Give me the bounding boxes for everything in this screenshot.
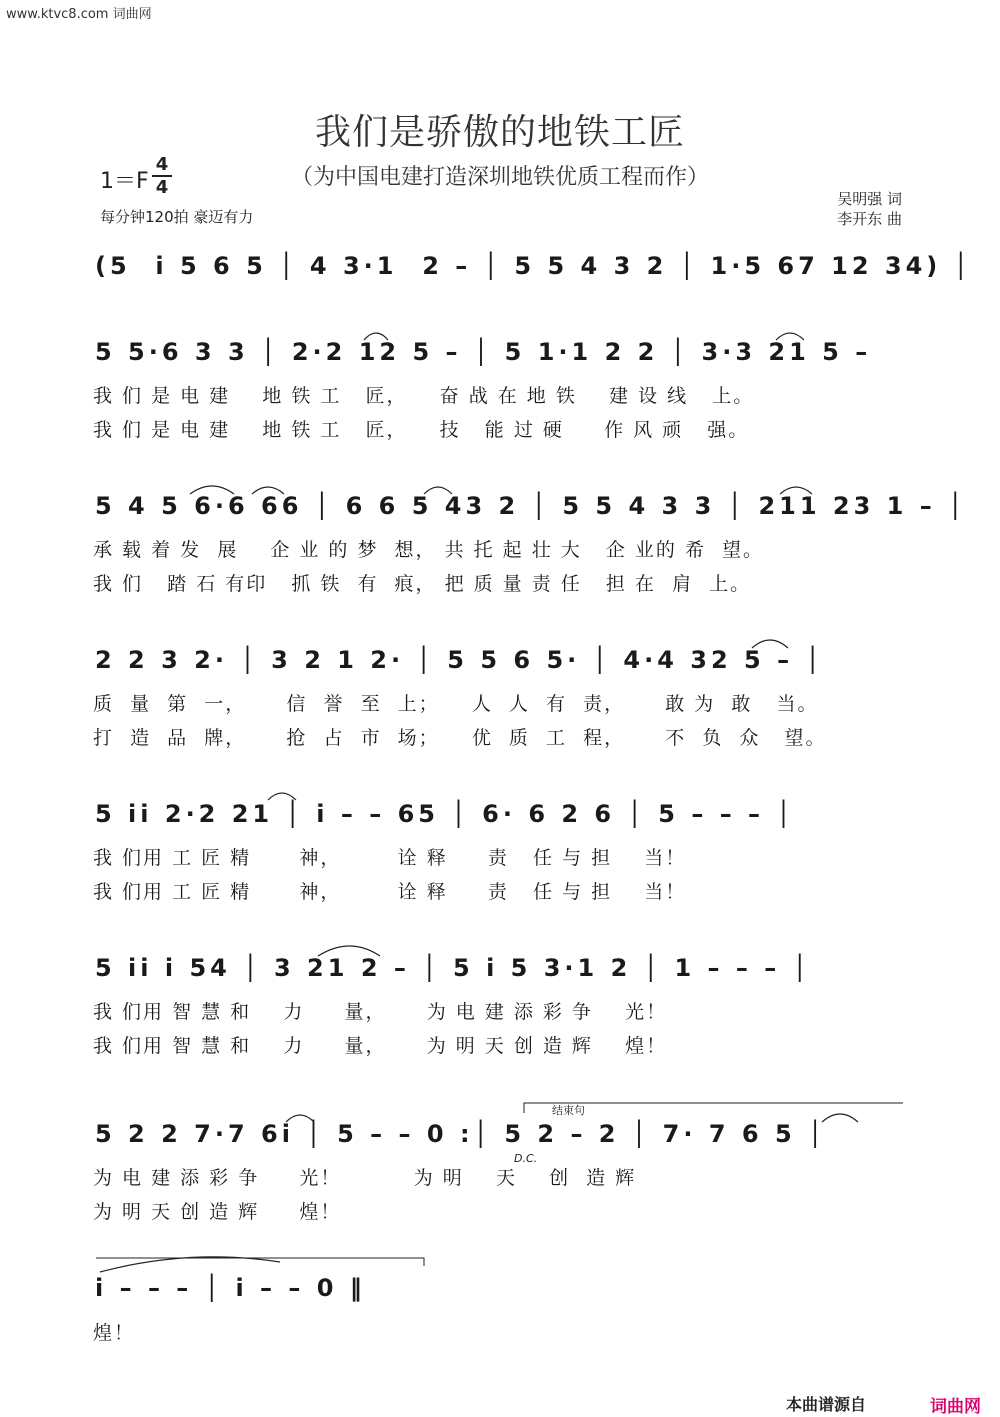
notation-line-4: 2 2 3 2· │ 3 2 1 2· │ 5 5 6 5· │ 4·4 32 5 – │ — [95, 646, 824, 674]
lyricist-credit: 吴明强 词 — [837, 190, 902, 208]
lyric-line-3-verse-2: 我 们 踏 石 有印 抓 铁 有 痕， 把 质 量 责 任 担 在 肩 上。 — [93, 573, 752, 595]
slur-arc — [822, 1114, 858, 1122]
song-subtitle: （为中国电建打造深圳地铁优质工程而作） — [290, 165, 709, 190]
lyric-line-2-verse-1: 我 们 是 电 建 地 铁 工 匠， 奋 战 在 地 铁 建 设 线 上。 — [93, 385, 755, 407]
slur-arc — [268, 793, 296, 800]
ending-bracket — [524, 1103, 903, 1113]
notation-line-8: i – – – │ i – – 0 ‖ — [95, 1274, 366, 1302]
lyric-line-7-verse-2: 为 明 天 创 造 辉 煌！ — [93, 1201, 342, 1223]
ending-label: 结束句 — [552, 1104, 585, 1117]
slur-arc — [190, 486, 234, 494]
site-logo: 词曲网 — [930, 1397, 981, 1417]
key-signature: 1＝F — [100, 169, 149, 194]
slur-arc — [752, 640, 788, 648]
lyric-line-7-verse-1: 为 电 建 添 彩 争 光！ 为 明 天 创 造 辉 — [93, 1167, 637, 1189]
site-watermark: www.ktvc8.com 词曲网 — [6, 7, 152, 22]
slur-arc — [364, 333, 388, 340]
slur-arc — [286, 1115, 314, 1122]
tempo-marking: 每分钟120拍 豪迈有力 — [100, 208, 254, 226]
composer-credit: 李开东 曲 — [837, 210, 902, 228]
slur-arc — [318, 946, 380, 956]
lyric-line-3-verse-1: 承 载 着 发 展 企 业 的 梦 想， 共 托 起 壮 大 企 业的 希 望。 — [93, 539, 765, 561]
lyric-line-6-verse-2: 我 们用 智 慧 和 力 量， 为 明 天 创 造 辉 煌！ — [93, 1035, 668, 1057]
lyric-line-4-verse-2: 打 造 品 牌， 抢 占 市 场； 优 质 工 程， 不 负 众 望。 — [93, 727, 827, 749]
notation-line-5: 5 ii 2·2 21 │ i – – 65 │ 6· 6 2 6 │ 5 – – – │ — [95, 800, 795, 828]
notation-line-2: 5 5·6 3 3 │ 2·2 12 5 – │ 5 1·1 2 2 │ 3·3 21 5 – — [95, 338, 872, 366]
notation-line-1: (5 i 5 6 5 │ 4 3·1 2 – │ 5 5 4 3 2 │ 1·5 67 12 34) │ — [95, 252, 973, 280]
lyric-line-5-verse-2: 我 们用 工 匠 精 神， 诠 释 责 任 与 担 当！ — [93, 881, 687, 903]
lyric-line-2-verse-2: 我 们 是 电 建 地 铁 工 匠， 技 能 过 硬 作 风 顽 强。 — [93, 419, 750, 441]
lyric-line-6-verse-1: 我 们用 智 慧 和 力 量， 为 电 建 添 彩 争 光！ — [93, 1001, 668, 1023]
slur-arc — [100, 1257, 280, 1272]
lyric-line-4-verse-1: 质 量 第 一， 信 誉 至 上； 人 人 有 责， 敢 为 敢 当。 — [93, 693, 819, 715]
time-signature-top: 4 — [155, 154, 169, 175]
notation-line-6: 5 ii i 54 │ 3 21 2 – │ 5 i 5 3·1 2 │ 1 – – – │ — [95, 954, 812, 982]
dc-mark: D.C. — [514, 1152, 538, 1165]
slur-arc — [776, 333, 804, 340]
notation-line-7: 5 2 2 7·7 6i │ 5 – – 0 :│ 5 2 – 2 │ 7· 7 6 5 │ — [95, 1120, 827, 1148]
slur-arc — [780, 487, 812, 494]
slur-arc — [424, 487, 452, 494]
source-text: 本曲谱源自 — [786, 1395, 867, 1414]
lyric-line-8: 煌！ — [93, 1322, 136, 1344]
time-signature-bottom: 4 — [155, 177, 169, 198]
slur-arc — [252, 487, 284, 494]
song-title: 我们是骄傲的地铁工匠 — [314, 112, 685, 153]
lyric-line-5-verse-1: 我 们用 工 匠 精 神， 诠 释 责 任 与 担 当！ — [93, 847, 687, 869]
notation-line-3: 5 4 5 6·6 66 │ 6 6 5 43 2 │ 5 5 4 3 3 │ 211 23 1 – │ — [95, 492, 967, 520]
